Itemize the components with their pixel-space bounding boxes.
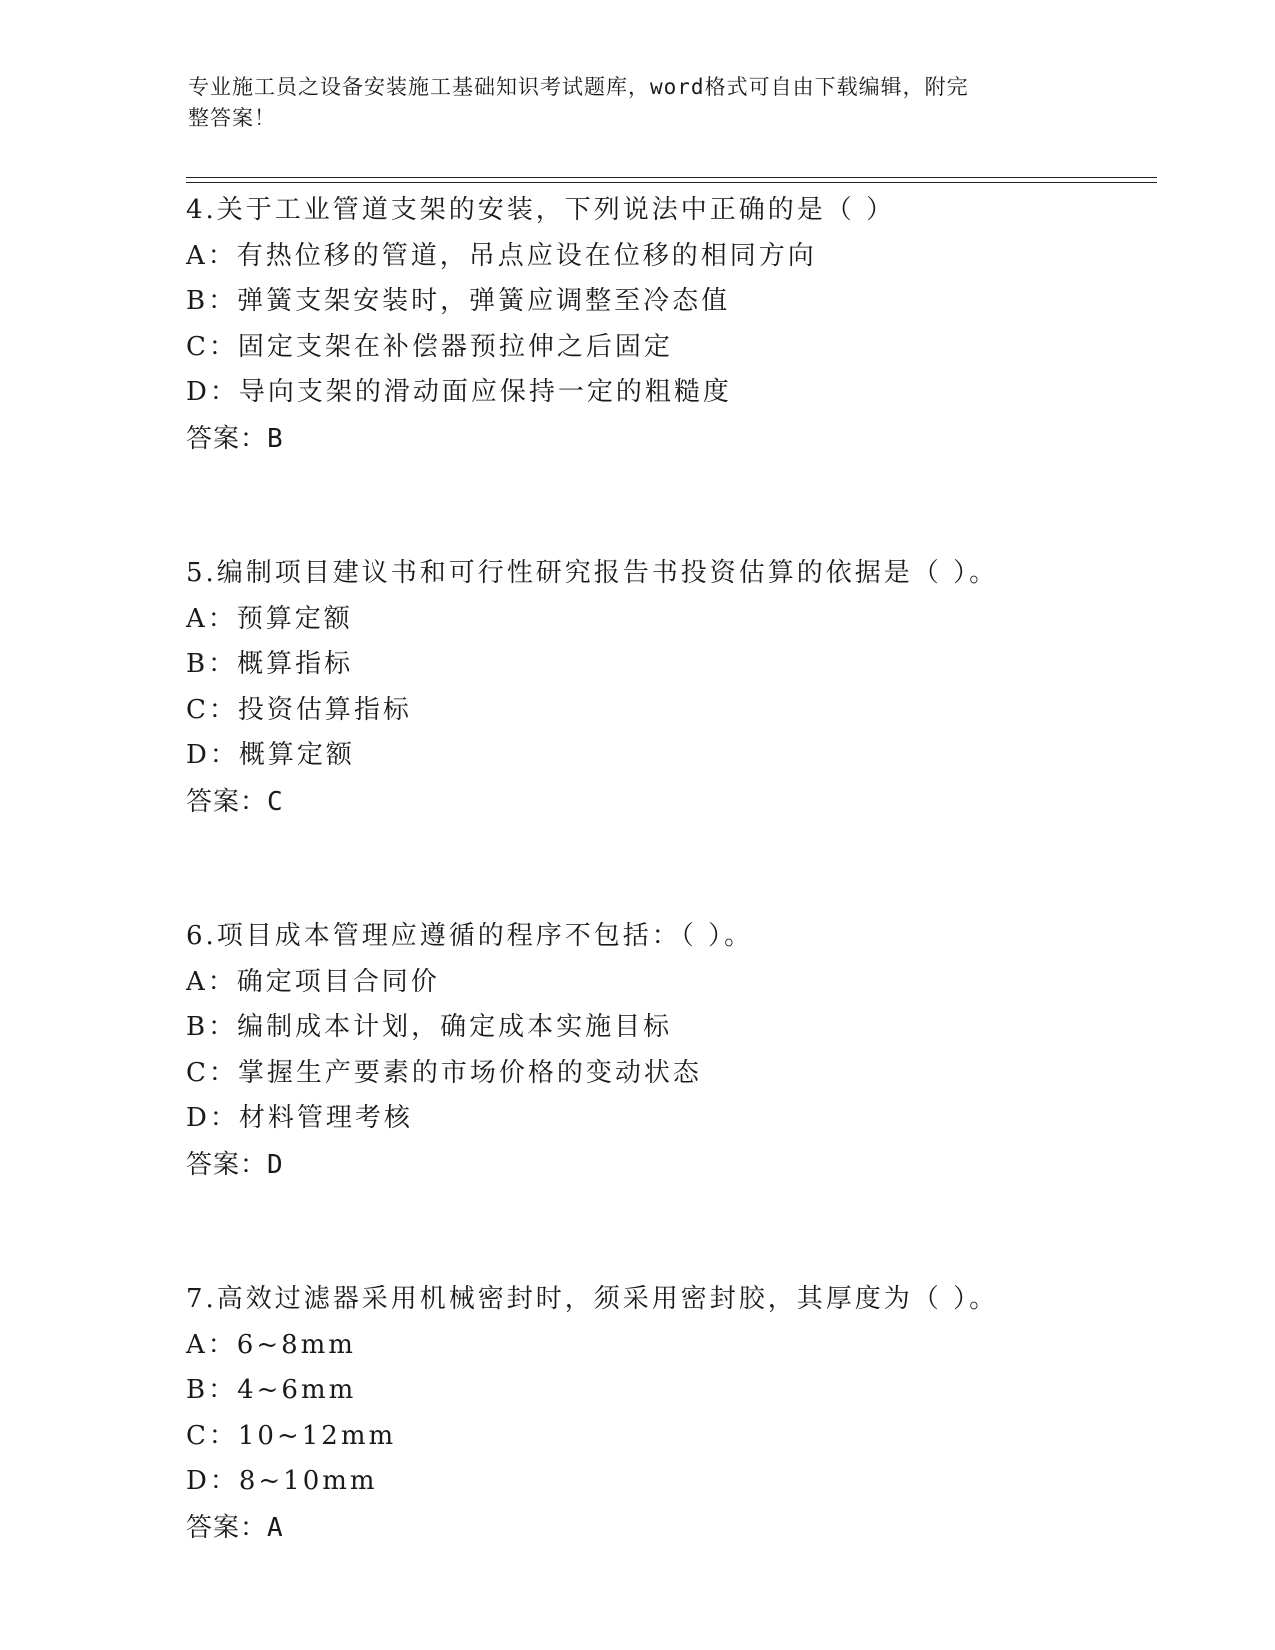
question-stem: 7.高效过滤器采用机械密封时，须采用密封胶，其厚度为（ ）。	[186, 1283, 999, 1314]
answer: 答案：C	[186, 786, 284, 817]
option-b: B：4~6mm	[186, 1375, 357, 1406]
option-d: D：8~10mm	[186, 1466, 378, 1497]
option-a: A：预算定额	[186, 603, 353, 634]
question-spacer	[186, 1188, 1166, 1277]
question-6	[186, 914, 1166, 1188]
header-line-1: 专业施工员之设备安装施工基础知识考试题库，word格式可自由下载编辑，附完	[188, 75, 969, 99]
document-header	[188, 72, 1088, 134]
header-divider-bottom	[186, 182, 1157, 183]
question-5	[186, 551, 1166, 825]
question-spacer	[186, 825, 1166, 914]
option-c: C：固定支架在补偿器预拉伸之后固定	[186, 331, 673, 362]
answer: 答案：D	[186, 1149, 284, 1180]
question-stem: 5.编制项目建议书和可行性研究报告书投资估算的依据是（ ）。	[186, 557, 999, 588]
option-b: B：概算指标	[186, 649, 354, 680]
option-a: A：确定项目合同价	[186, 966, 440, 997]
option-c: C：投资估算指标	[186, 694, 412, 725]
option-d: D：导向支架的滑动面应保持一定的粗糙度	[186, 377, 732, 408]
question-7	[186, 1277, 1166, 1551]
question-4	[186, 188, 1166, 462]
option-c: C：10~12mm	[186, 1420, 397, 1451]
question-spacer	[186, 462, 1166, 551]
option-a: A：有热位移的管道，吊点应设在位移的相同方向	[186, 240, 817, 271]
question-stem: 4.关于工业管道支架的安装，下列说法中正确的是（ ）	[186, 195, 896, 225]
option-c: C：掌握生产要素的市场价格的变动状态	[186, 1057, 702, 1088]
option-b: B：编制成本计划，确定成本实施目标	[186, 1012, 673, 1043]
option-d: D：概算定额	[186, 740, 355, 771]
header-line-2: 整答案！	[188, 106, 276, 130]
answer: 答案：A	[186, 1512, 284, 1543]
question-list	[186, 188, 1166, 1551]
option-d: D：材料管理考核	[186, 1103, 413, 1134]
answer: 答案：B	[186, 423, 284, 454]
option-b: B：弹簧支架安装时，弹簧应调整至冷态值	[186, 286, 731, 317]
header-divider-top	[186, 177, 1157, 178]
question-stem: 6.项目成本管理应遵循的程序不包括：（ ）。	[186, 920, 754, 951]
option-a: A：6~8mm	[186, 1329, 356, 1360]
